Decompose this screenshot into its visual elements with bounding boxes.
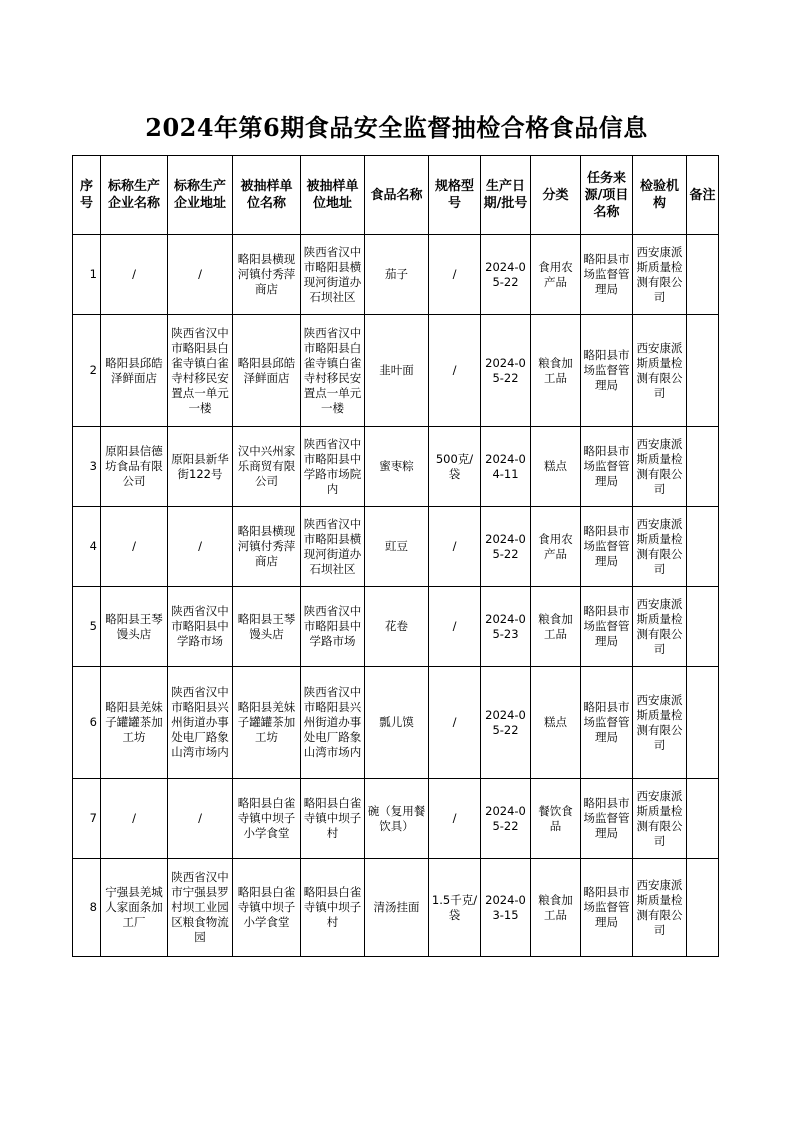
cell-category: 食用农产品 bbox=[531, 507, 581, 587]
cell-category: 食用农产品 bbox=[531, 235, 581, 315]
cell-mfr-name: 宁强县羌城人家面条加工厂 bbox=[101, 859, 168, 957]
cell-lab: 西安康派斯质量检测有限公司 bbox=[633, 315, 687, 427]
cell-food: 清汤挂面 bbox=[365, 859, 429, 957]
cell-mfr-addr: 陕西省汉中市略阳县兴州街道办事处电厂路象山湾市场内 bbox=[168, 667, 233, 779]
cell-food: 豇豆 bbox=[365, 507, 429, 587]
cell-mfr-addr: / bbox=[168, 235, 233, 315]
cell-date: 2024-05-23 bbox=[481, 587, 531, 667]
cell-seq: 5 bbox=[73, 587, 101, 667]
table-row bbox=[73, 427, 719, 507]
cell-note bbox=[687, 667, 719, 779]
cell-spec: / bbox=[429, 507, 481, 587]
cell-task: 略阳县市场监督管理局 bbox=[581, 235, 633, 315]
cell-sampled-addr: 略阳县白雀寺镇中坝子村 bbox=[301, 859, 365, 957]
cell-sampled-name: 略阳县白雀寺镇中坝子小学食堂 bbox=[233, 779, 301, 859]
header-task: 任务来源/项目名称 bbox=[581, 156, 633, 235]
cell-lab: 西安康派斯质量检测有限公司 bbox=[633, 235, 687, 315]
cell-category: 粮食加工品 bbox=[531, 315, 581, 427]
table-row bbox=[73, 859, 719, 957]
cell-lab: 西安康派斯质量检测有限公司 bbox=[633, 587, 687, 667]
cell-mfr-name: 原阳县信德坊食品有限公司 bbox=[101, 427, 168, 507]
header-mfr-name: 标称生产企业名称 bbox=[101, 156, 168, 235]
cell-food: 韭叶面 bbox=[365, 315, 429, 427]
cell-spec: / bbox=[429, 587, 481, 667]
table-row bbox=[73, 779, 719, 859]
cell-category: 糕点 bbox=[531, 427, 581, 507]
cell-sampled-addr: 陕西省汉中市略阳县中学路市场 bbox=[301, 587, 365, 667]
header-category: 分类 bbox=[531, 156, 581, 235]
cell-lab: 西安康派斯质量检测有限公司 bbox=[633, 859, 687, 957]
cell-task: 略阳县市场监督管理局 bbox=[581, 427, 633, 507]
cell-task: 略阳县市场监督管理局 bbox=[581, 779, 633, 859]
cell-date: 2024-04-11 bbox=[481, 427, 531, 507]
page-title: 2024年第6期食品安全监督抽检合格食品信息 bbox=[145, 113, 648, 142]
cell-spec: 500克/袋 bbox=[429, 427, 481, 507]
table-row bbox=[73, 667, 719, 779]
cell-spec: / bbox=[429, 315, 481, 427]
cell-note bbox=[687, 315, 719, 427]
header-food: 食品名称 bbox=[365, 156, 429, 235]
table-row bbox=[73, 315, 719, 427]
cell-note bbox=[687, 779, 719, 859]
cell-sampled-addr: 陕西省汉中市略阳县横现河街道办石坝社区 bbox=[301, 235, 365, 315]
cell-sampled-name: 略阳县王琴馒头店 bbox=[233, 587, 301, 667]
cell-task: 略阳县市场监督管理局 bbox=[581, 587, 633, 667]
cell-seq: 7 bbox=[73, 779, 101, 859]
cell-date: 2024-05-22 bbox=[481, 235, 531, 315]
cell-note bbox=[687, 507, 719, 587]
cell-note bbox=[687, 235, 719, 315]
cell-sampled-name: 略阳县邱皓泽鲜面店 bbox=[233, 315, 301, 427]
cell-task: 略阳县市场监督管理局 bbox=[581, 315, 633, 427]
cell-mfr-name: 略阳县王琴馒头店 bbox=[101, 587, 168, 667]
cell-date: 2024-05-22 bbox=[481, 667, 531, 779]
cell-date: 2024-05-22 bbox=[481, 507, 531, 587]
cell-date: 2024-05-22 bbox=[481, 779, 531, 859]
cell-spec: / bbox=[429, 779, 481, 859]
cell-category: 餐饮食品 bbox=[531, 779, 581, 859]
cell-task: 略阳县市场监督管理局 bbox=[581, 667, 633, 779]
header-spec: 规格型号 bbox=[429, 156, 481, 235]
cell-sampled-name: 汉中兴州家乐商贸有限公司 bbox=[233, 427, 301, 507]
cell-category: 粮食加工品 bbox=[531, 859, 581, 957]
cell-spec: / bbox=[429, 235, 481, 315]
cell-mfr-name: 略阳县邱皓泽鲜面店 bbox=[101, 315, 168, 427]
cell-mfr-addr: / bbox=[168, 779, 233, 859]
cell-date: 2024-05-22 bbox=[481, 315, 531, 427]
cell-sampled-name: 略阳县横现河镇付秀萍商店 bbox=[233, 235, 301, 315]
cell-spec: 1.5千克/袋 bbox=[429, 859, 481, 957]
table-row bbox=[73, 235, 719, 315]
cell-sampled-addr: 陕西省汉中市略阳县中学路市场院内 bbox=[301, 427, 365, 507]
cell-seq: 3 bbox=[73, 427, 101, 507]
table-row bbox=[73, 587, 719, 667]
cell-food: 蜜枣粽 bbox=[365, 427, 429, 507]
header-lab: 检验机构 bbox=[633, 156, 687, 235]
cell-seq: 2 bbox=[73, 315, 101, 427]
cell-task: 略阳县市场监督管理局 bbox=[581, 507, 633, 587]
header-mfr-addr: 标称生产企业地址 bbox=[168, 156, 233, 235]
cell-sampled-addr: 陕西省汉中市略阳县横现河街道办石坝社区 bbox=[301, 507, 365, 587]
inspection-table bbox=[72, 155, 719, 957]
cell-mfr-addr: 陕西省汉中市略阳县白雀寺镇白雀寺村移民安置点一单元一楼 bbox=[168, 315, 233, 427]
table-header bbox=[73, 156, 719, 235]
cell-note bbox=[687, 859, 719, 957]
cell-lab: 西安康派斯质量检测有限公司 bbox=[633, 507, 687, 587]
cell-mfr-name: / bbox=[101, 235, 168, 315]
table-body bbox=[73, 235, 719, 957]
cell-sampled-name: 略阳县羌妹子罐罐茶加工坊 bbox=[233, 667, 301, 779]
header-seq: 序号 bbox=[73, 156, 101, 235]
header-sampled-addr: 被抽样单位地址 bbox=[301, 156, 365, 235]
cell-task: 略阳县市场监督管理局 bbox=[581, 859, 633, 957]
header-note: 备注 bbox=[687, 156, 719, 235]
cell-mfr-addr: 陕西省汉中市宁强县罗村坝工业园区粮食物流园 bbox=[168, 859, 233, 957]
cell-lab: 西安康派斯质量检测有限公司 bbox=[633, 667, 687, 779]
cell-lab: 西安康派斯质量检测有限公司 bbox=[633, 427, 687, 507]
cell-sampled-name: 略阳县横现河镇付秀萍商店 bbox=[233, 507, 301, 587]
cell-mfr-name: / bbox=[101, 779, 168, 859]
table-row bbox=[73, 507, 719, 587]
header-sampled-name: 被抽样单位名称 bbox=[233, 156, 301, 235]
cell-mfr-addr: / bbox=[168, 507, 233, 587]
cell-food: 茄子 bbox=[365, 235, 429, 315]
cell-mfr-name: 略阳县羌妹子罐罐茶加工坊 bbox=[101, 667, 168, 779]
cell-seq: 4 bbox=[73, 507, 101, 587]
cell-category: 粮食加工品 bbox=[531, 587, 581, 667]
cell-mfr-addr: 陕西省汉中市略阳县中学路市场 bbox=[168, 587, 233, 667]
cell-sampled-addr: 陕西省汉中市略阳县白雀寺镇白雀寺村移民安置点一单元一楼 bbox=[301, 315, 365, 427]
cell-seq: 8 bbox=[73, 859, 101, 957]
cell-seq: 6 bbox=[73, 667, 101, 779]
cell-food: 碗（复用餐饮具） bbox=[365, 779, 429, 859]
cell-sampled-addr: 略阳县白雀寺镇中坝子村 bbox=[301, 779, 365, 859]
header-date: 生产日期/批号 bbox=[481, 156, 531, 235]
cell-food: 瓢儿馍 bbox=[365, 667, 429, 779]
cell-date: 2024-03-15 bbox=[481, 859, 531, 957]
cell-spec: / bbox=[429, 667, 481, 779]
cell-sampled-name: 略阳县白雀寺镇中坝子小学食堂 bbox=[233, 859, 301, 957]
cell-seq: 1 bbox=[73, 235, 101, 315]
cell-note bbox=[687, 587, 719, 667]
cell-category: 糕点 bbox=[531, 667, 581, 779]
cell-mfr-addr: 原阳县新华街122号 bbox=[168, 427, 233, 507]
cell-lab: 西安康派斯质量检测有限公司 bbox=[633, 779, 687, 859]
cell-note bbox=[687, 427, 719, 507]
cell-mfr-name: / bbox=[101, 507, 168, 587]
cell-sampled-addr: 陕西省汉中市略阳县兴州街道办事处电厂路象山湾市场内 bbox=[301, 667, 365, 779]
cell-food: 花卷 bbox=[365, 587, 429, 667]
